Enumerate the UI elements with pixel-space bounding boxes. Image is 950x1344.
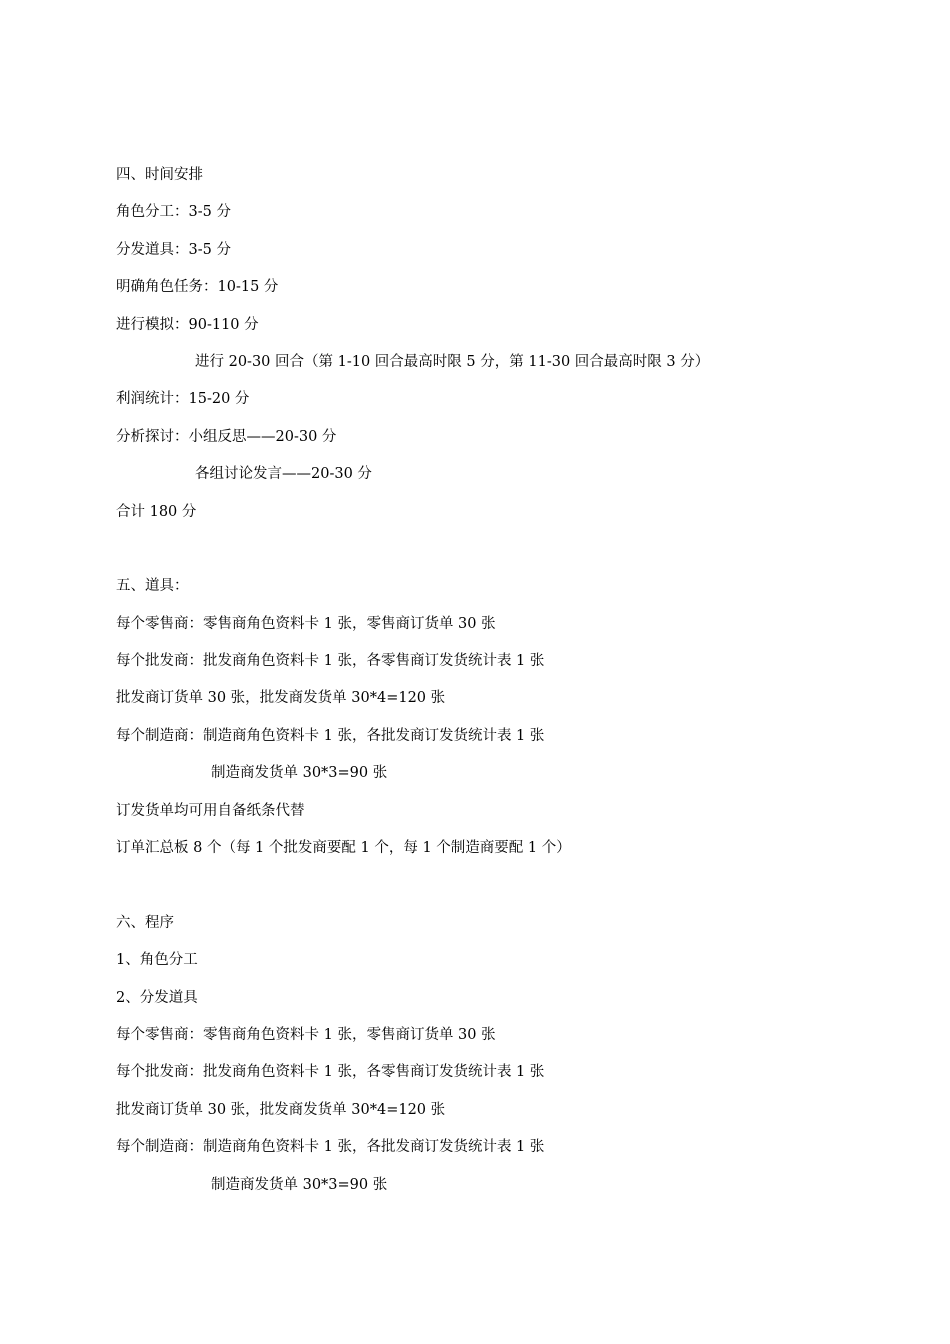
time-total: 合计 180 分 <box>116 503 197 520</box>
procedure-manufacturer-detail: 制造商发货单 30*3=90 张 <box>211 1176 388 1193</box>
props-note: 订发货单均可用自备纸条代替 <box>116 802 305 819</box>
spacer <box>116 874 896 911</box>
procedure-wholesaler-orders: 批发商订货单 30 张，批发商发货单 30*4=120 张 <box>116 1101 446 1118</box>
props-retailer: 每个零售商：零售商角色资料卡 1 张，零售商订货单 30 张 <box>116 615 496 632</box>
time-simulation: 进行模拟：90-110 分 <box>116 316 259 333</box>
time-clarify-tasks: 明确角色任务：10-15 分 <box>116 279 279 296</box>
procedure-retailer: 每个零售商：零售商角色资料卡 1 张，零售商订货单 30 张 <box>116 1026 496 1043</box>
props-manufacturer: 每个制造商：制造商角色资料卡 1 张，各批发商订发货统计表 1 张 <box>116 727 545 744</box>
props-wholesaler: 每个批发商：批发商角色资料卡 1 张，各零售商订发货统计表 1 张 <box>116 653 545 670</box>
props-wholesaler-orders: 批发商订货单 30 张，批发商发货单 30*4=120 张 <box>116 690 446 707</box>
time-profit-stats: 利润统计：15-20 分 <box>116 391 250 408</box>
section-6-heading: 六、程序 <box>116 914 174 931</box>
props-order-board: 订单汇总板 8 个（每 1 个批发商要配 1 个，每 1 个制造商要配 1 个） <box>116 840 571 857</box>
time-analysis: 分析探讨：小组反思——20-30 分 <box>116 428 337 445</box>
time-simulation-detail: 进行 20-30 回合（第 1-10 回合最高时限 5 分，第 11-30 回合最高时限 3 分） <box>195 353 710 370</box>
procedure-step-2: 2、分发道具 <box>116 989 198 1006</box>
spacer <box>116 538 896 575</box>
section-5-heading: 五、道具： <box>116 578 189 595</box>
procedure-wholesaler: 每个批发商：批发商角色资料卡 1 张，各零售商订发货统计表 1 张 <box>116 1064 545 1081</box>
time-distribute-props: 分发道具：3-5 分 <box>116 241 231 258</box>
section-4-heading: 四、时间安排 <box>116 167 203 183</box>
document-body <box>116 164 896 1211</box>
props-manufacturer-detail: 制造商发货单 30*3=90 张 <box>211 765 388 782</box>
time-role-assignment: 角色分工：3-5 分 <box>116 204 231 221</box>
procedure-step-1: 1、角色分工 <box>116 952 198 969</box>
time-analysis-detail: 各组讨论发言——20-30 分 <box>195 466 372 483</box>
procedure-manufacturer: 每个制造商：制造商角色资料卡 1 张，各批发商订发货统计表 1 张 <box>116 1139 545 1156</box>
